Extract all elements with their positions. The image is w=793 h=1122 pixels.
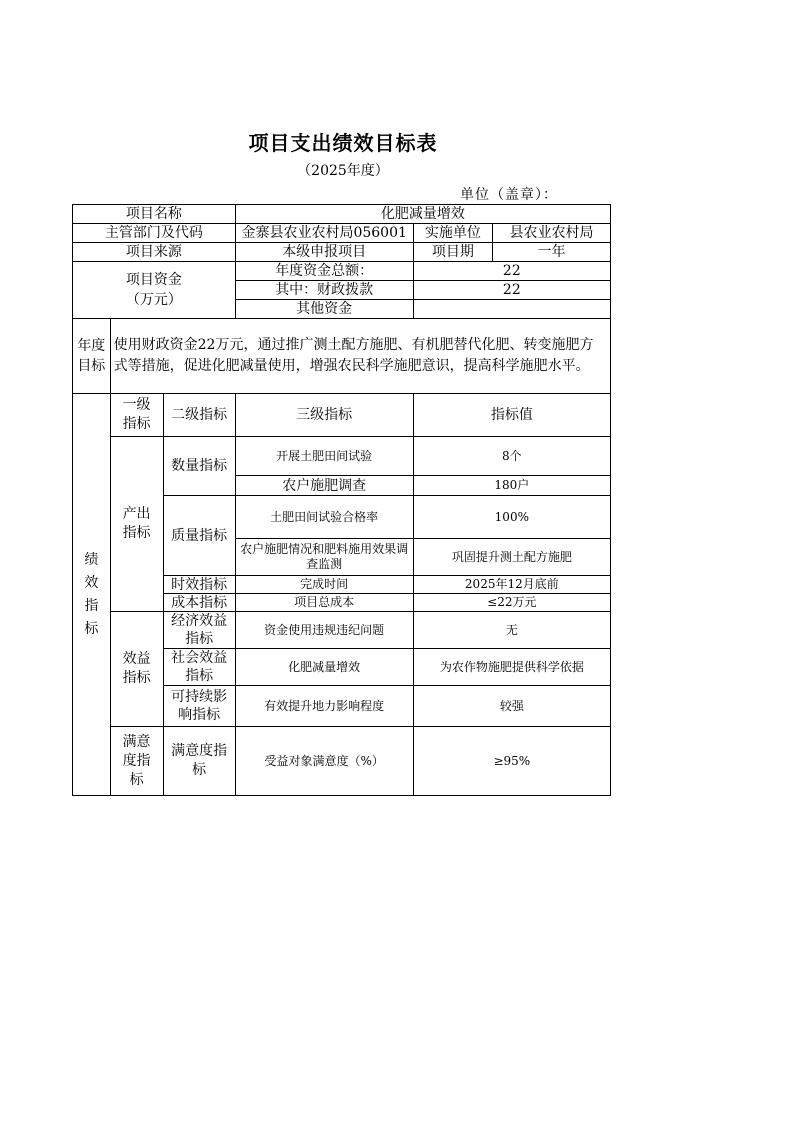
indicators-section-label: 绩效指标 [73,394,111,796]
indicator-name: 开展土肥田间试验 [235,437,413,476]
other-funds-value [413,300,610,319]
indicator-name: 受益对象满意度（%） [235,727,413,796]
indicator-value: ≤22万元 [413,594,610,612]
cost-indicators-label: 成本指标 [163,594,235,612]
economic-benefit-label: 经济效益指标 [163,612,235,649]
other-funds-label: 其他资金 [235,300,413,319]
indicator-value: ≥95% [413,727,610,796]
fiscal-year: （2025年度） [297,163,389,179]
header-level3: 三级指标 [235,394,413,437]
indicator-value: 为农作物施肥提供科学依据 [413,649,610,686]
fiscal-value: 22 [413,281,610,300]
quantity-indicators-label: 数量指标 [163,437,235,496]
indicator-name: 土肥田间试验合格率 [235,496,413,539]
satisfaction-indicators-label: 满意度指标 [110,727,163,796]
satisfaction-level2-label: 满意度指标 [163,727,235,796]
time-indicators-label: 时效指标 [163,576,235,594]
funds-label [73,262,236,319]
annual-total-value: 22 [413,262,610,281]
annual-goal-label: 年度目标 [73,319,111,394]
indicator-value: 较强 [413,686,610,727]
benefit-indicators-label: 效益指标 [110,612,163,727]
indicator-name: 项目总成本 [235,594,413,612]
header-level2: 二级指标 [163,394,235,437]
sustainable-impact-label: 可持续影响指标 [163,686,235,727]
project-name-label: 项目名称 [73,205,236,224]
indicator-value: 100% [413,496,610,539]
indicator-value: 8个 [413,437,610,476]
source-value: 本级申报项目 [235,243,413,262]
indicator-value: 180户 [413,476,610,496]
impl-unit-label: 实施单位 [413,224,492,243]
performance-target-table [72,204,611,796]
funds-label-line2: （万元） [125,292,182,308]
indicator-name: 有效提升地力影响程度 [235,686,413,727]
period-label: 项目期 [413,243,492,262]
indicator-name: 农户施肥情况和肥料施用效果调查监测 [235,539,413,576]
indicator-value: 巩固提升测土配方施肥 [413,539,610,576]
dept-value: 金寨县农业农村局056001 [235,224,413,243]
annual-goal-text: 使用财政资金22万元，通过推广测土配方施肥、有机肥替代化肥、转变施肥方式等措施，促进化肥减量使用，增强农民科学施肥意识，提高科学施肥水平。 [110,319,610,394]
page-title: 项目支出绩效目标表 [248,131,438,155]
output-indicators-label: 产出指标 [110,437,163,612]
indicator-name: 资金使用违规违纪问题 [235,612,413,649]
header-value: 指标值 [413,394,610,437]
period-value: 一年 [492,243,610,262]
annual-total-label: 年度资金总额： [235,262,413,281]
social-benefit-label: 社会效益指标 [163,649,235,686]
indicator-name: 完成时间 [235,576,413,594]
dept-label: 主管部门及代码 [73,224,236,243]
impl-unit-value: 县农业农村局 [492,224,610,243]
unit-seal-label: 单位（盖章）： [460,187,558,203]
indicator-value: 2025年12月底前 [413,576,610,594]
indicator-name: 化肥减量增效 [235,649,413,686]
project-name-value: 化肥减量增效 [235,205,610,224]
fiscal-label: 其中：财政拨款 [235,281,413,300]
indicator-value: 无 [413,612,610,649]
quality-indicators-label: 质量指标 [163,496,235,576]
funds-label-line1: 项目资金 [125,272,182,288]
indicator-name: 农户施肥调查 [235,476,413,496]
header-level1: 一级指标 [110,394,163,437]
source-label: 项目来源 [73,243,236,262]
